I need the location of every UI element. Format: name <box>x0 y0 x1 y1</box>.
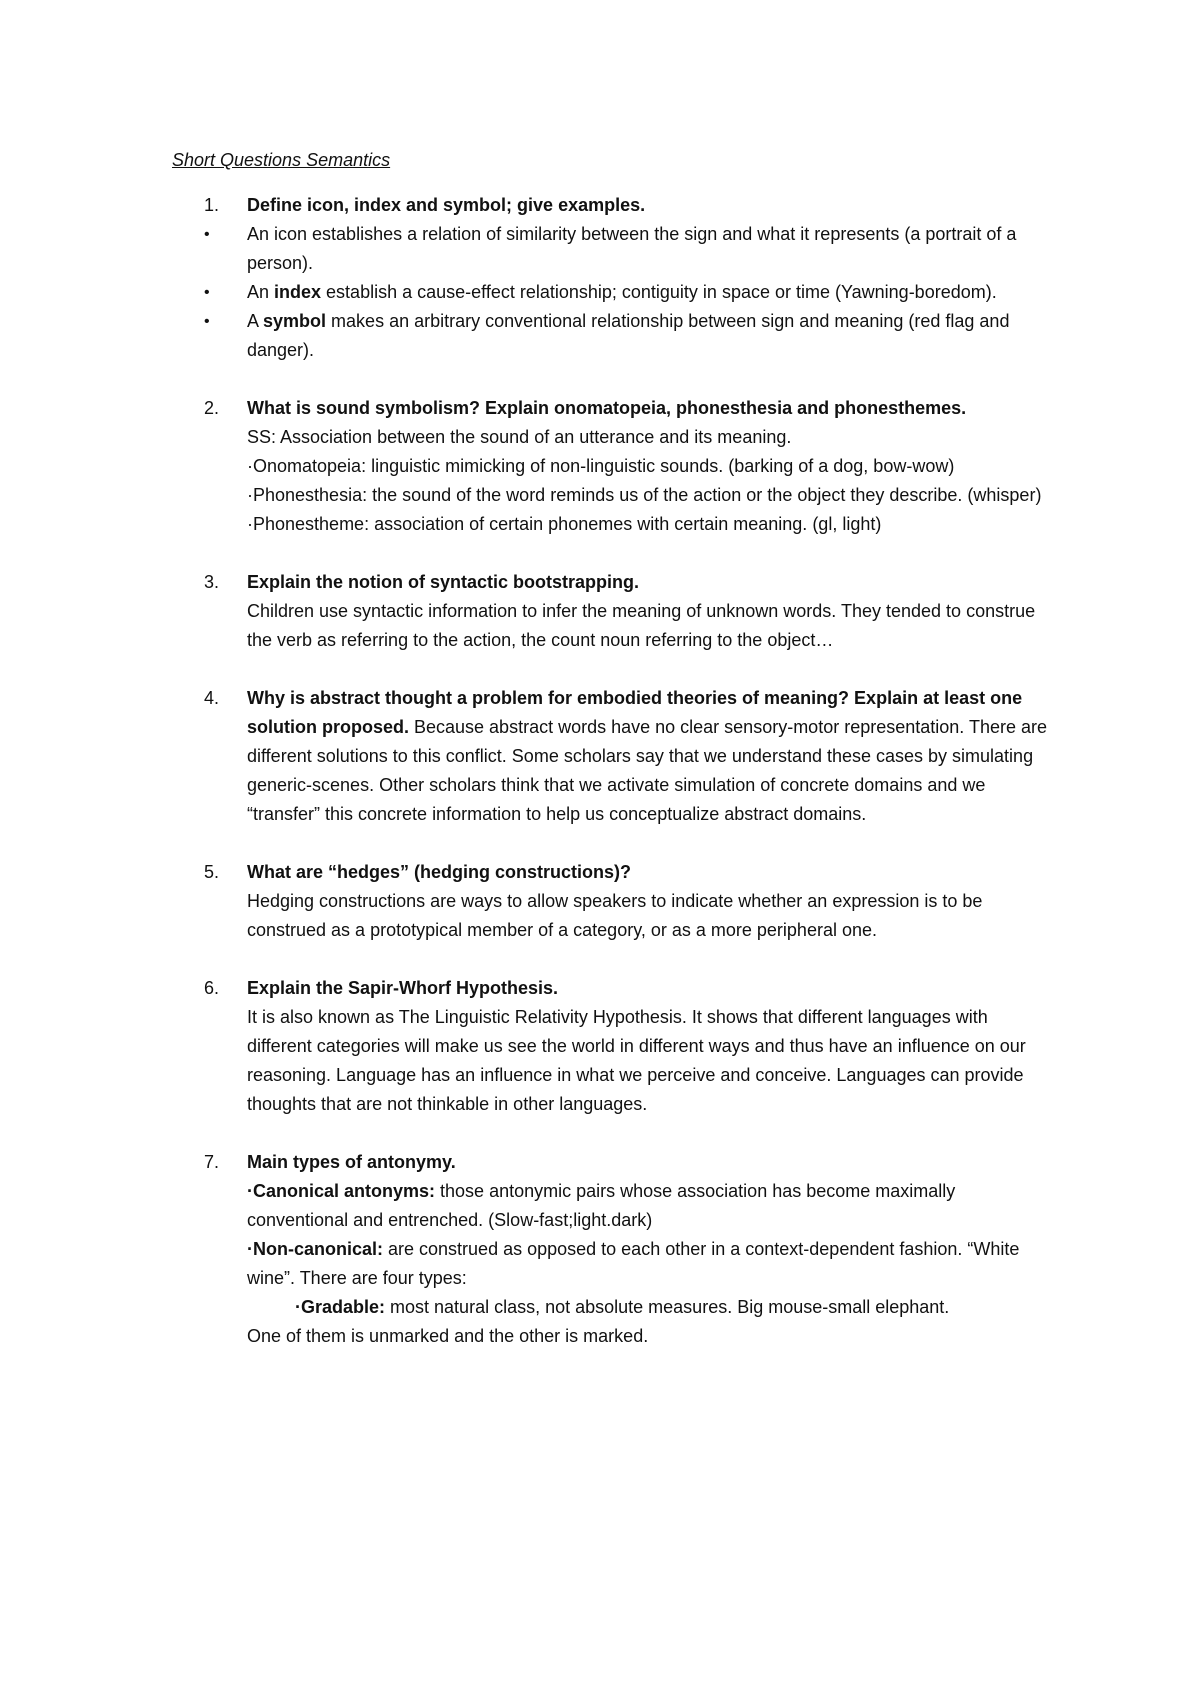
bullet-text: makes an arbitrary conventional relationship between sign and meaning (red flag and danger). <box>247 311 1010 360</box>
term-text: most natural class, not absolute measures. Big mouse-small elephant. <box>385 1297 950 1317</box>
question-number: 6. <box>204 978 220 998</box>
question-heading: What are “hedges” (hedging constructions)? <box>247 862 632 882</box>
question-3 <box>172 568 1052 655</box>
answer-line: ·Onomatopeia: linguistic mimicking of non-linguistic sounds. (barking of a dog, bow-wow) <box>247 456 955 476</box>
answer-line <box>247 1293 1052 1322</box>
question-number: 5. <box>204 862 220 882</box>
bullet-icon: • <box>204 284 210 301</box>
term-text: are construed as opposed to each other in a context-dependent fashion. “White wine”. There are four types: <box>247 1239 1020 1288</box>
document-page <box>172 146 1052 1380</box>
question-6 <box>172 974 1052 1119</box>
question-number: 7. <box>204 1152 220 1172</box>
question-heading: Main types of antonymy. <box>247 1152 456 1172</box>
question-2 <box>172 394 1052 539</box>
question-1 <box>172 191 1052 365</box>
bullet-text: An <box>247 282 275 302</box>
list-item <box>172 220 1052 278</box>
question-heading: Explain the Sapir-Whorf Hypothesis. <box>247 978 559 998</box>
question-5 <box>172 858 1052 945</box>
answer-line: One of them is unmarked and the other is marked. <box>247 1326 649 1346</box>
question-number: 4. <box>204 688 220 708</box>
question-number: 1. <box>204 195 220 215</box>
term-text: those antonymic pairs whose association has become maximally conventional and entrenched. (Slow-fast;light.dark) <box>247 1181 956 1230</box>
bullet-icon: • <box>204 313 210 330</box>
bullet-term: index <box>274 282 322 302</box>
question-4 <box>172 684 1052 829</box>
answer-line: SS: Association between the sound of an utterance and its meaning. <box>247 427 792 447</box>
question-heading: Why is abstract thought a problem for embodied theories of meaning? Explain at least one solution proposed. <box>247 688 1023 737</box>
answer-line: ·Phonestheme: association of certain phonemes with certain meaning. (gl, light) <box>247 514 882 534</box>
list-item <box>172 278 1052 307</box>
question-number: 3. <box>204 572 220 592</box>
bullet-term: symbol <box>263 311 327 331</box>
question-heading: What is sound symbolism? Explain onomatopeia, phonesthesia and phonesthemes. <box>247 398 967 418</box>
term-label: ·Non-canonical: <box>247 1239 384 1259</box>
answer-paragraph <box>247 684 1052 829</box>
document-title: Short Questions Semantics <box>172 150 391 170</box>
answer-text: It is also known as The Linguistic Relativity Hypothesis. It shows that different languages with different categories will make us see the world in different ways and thus have an influence on our reasoning. Language has an influence in what we perceive and conceive. Languages can provide thoughts that are not thinkable in other languages. <box>247 1007 1026 1114</box>
question-heading: Explain the notion of syntactic bootstrapping. <box>247 572 640 592</box>
question-7 <box>172 1148 1052 1351</box>
answer-text: Because abstract words have no clear sensory-motor representation. There are different solutions to this conflict. Some scholars say that we understand these cases by simulating generic-scenes. Other scholars think that we activate simulation of concrete domains and we “transfer” this concrete information to help us conceptualize abstract domains. <box>247 717 1047 824</box>
answer-line <box>247 1235 1052 1293</box>
answer-text: Hedging constructions are ways to allow speakers to indicate whether an expression is to be construed as a prototypical member of a category, or as a more peripheral one. <box>247 891 983 940</box>
answer-line: ·Phonesthesia: the sound of the word reminds us of the action or the object they describe. (whisper) <box>247 485 1042 505</box>
question-heading: Define icon, index and symbol; give examples. <box>247 195 646 215</box>
bullet-text: A <box>247 311 264 331</box>
bullet-list <box>172 220 1052 365</box>
answer-text: Children use syntactic information to infer the meaning of unknown words. They tended to construe the verb as referring to the action, the count noun referring to the object… <box>247 601 1036 650</box>
bullet-text: establish a cause-effect relationship; contiguity in space or time (Yawning-boredom). <box>321 282 997 302</box>
question-number: 2. <box>204 398 220 418</box>
bullet-icon: • <box>204 226 210 243</box>
bullet-text: An icon establishes a relation of similarity between the sign and what it represents (a portrait of a person). <box>247 224 1017 273</box>
term-label: ·Gradable: <box>295 1297 386 1317</box>
answer-line <box>247 1177 1052 1235</box>
list-item <box>172 307 1052 365</box>
term-label: ·Canonical antonyms: <box>247 1181 436 1201</box>
